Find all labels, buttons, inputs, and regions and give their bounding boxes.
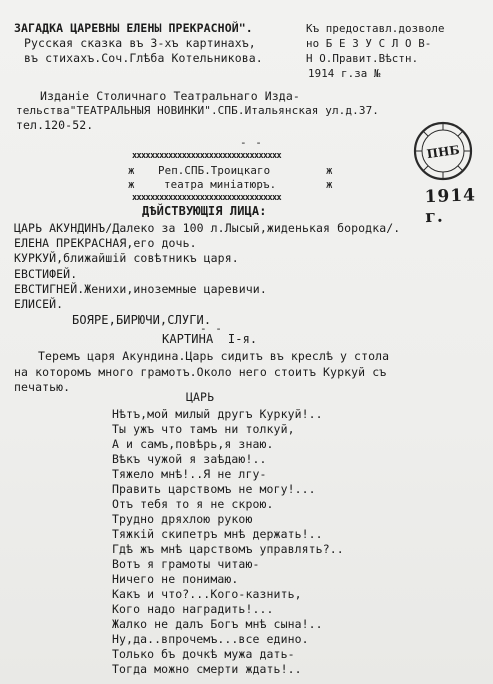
- repertoire-marker-left-2: ж: [128, 178, 135, 191]
- verse-line: Тяжкій скипетръ мнѣ держать!..: [112, 527, 323, 541]
- publisher-line-1: Изданіе Столичнаго Театральнаго Изда-: [40, 89, 300, 103]
- verse-line: Трудно дряхлою рукою: [112, 512, 253, 526]
- stamp-text: ПНБ: [425, 142, 461, 162]
- verse-line: Ну,да..впрочемъ...все едино.: [112, 632, 309, 646]
- cast-line: ЕЛЕНА ПРЕКРАСНАЯ,его дочь.: [14, 236, 197, 250]
- verse-line: Вѣкъ чужой я заѣдаю!..: [112, 452, 267, 466]
- separator-dashes: - -: [200, 322, 223, 335]
- verse-line: Какъ и что?...Кого-казнить,: [112, 587, 302, 601]
- speaker-name: ЦАРЬ: [186, 390, 215, 404]
- repertoire-marker-right-2: ж: [326, 178, 333, 191]
- repertoire-marker-left-1: ж: [128, 164, 135, 177]
- cast-line: ЕВСТИГНЕЙ.Женихи,иноземные царевичи.: [14, 282, 267, 296]
- verse-line: Гдѣ жъ мнѣ царствомъ управлять?..: [112, 542, 344, 556]
- stage-direction-line-1: Теремъ царя Акундина.Царь сидитъ въ креслѣ у стола: [38, 349, 390, 363]
- stage-direction-line-3: печатью.: [14, 380, 71, 394]
- censor-note-line-3: Н О.Правит.Вѣстн.: [306, 52, 419, 65]
- scene-heading: КАРТИНА І-я.: [162, 332, 258, 346]
- verse-line: Вотъ я грамоты читаю-: [112, 557, 260, 571]
- x-border-top: xxxxxxxxxxxxxxxxxxxxxxxxxxxxxxxxx: [132, 152, 282, 161]
- cast-line: КУРКУЙ,ближайшій совѣтникъ царя.: [14, 251, 239, 265]
- verse-line: Отъ тебя то я не скрою.: [112, 497, 274, 511]
- censor-note-line-2: но Б Е З У С Л О В-: [306, 37, 432, 50]
- cast-heading: ДѢЙСТВУЮЩІЯ ЛИЦА:: [142, 204, 267, 218]
- verse-line: Только бъ дочкѣ мужа дать-: [112, 647, 295, 661]
- repertoire-marker-right-1: ж: [326, 164, 333, 177]
- cast-line: ЕВСТИФЕЙ.: [14, 267, 78, 281]
- verse-line: Кого надо наградить!...: [112, 602, 274, 616]
- publisher-line-3: тел.120-52.: [16, 118, 94, 132]
- verse-line: Ничего не понимаю.: [112, 572, 239, 586]
- library-stamp: [412, 120, 474, 182]
- verse-line: А и самъ,повѣрь,я знаю.: [112, 437, 274, 451]
- play-subtitle: Русская сказка въ 3-хъ картинахъ,: [24, 36, 256, 50]
- play-title: ЗАГАДКА ЦАРЕВНЫ ЕЛЕНЫ ПРЕКРАСНОЙ".: [14, 21, 253, 35]
- cast-line: ЦАРЬ АКУНДИНЪ/Далеко за 100 л.Лысый,жиденькая бородка/.: [14, 221, 401, 235]
- repertoire-line-1: Реп.СПБ.Троицкаго: [158, 164, 271, 177]
- censor-note-line-1: Къ предоставл.дозволе: [306, 22, 445, 35]
- stage-direction-line-2: на которомъ много грамотъ.Около него стоитъ Куркуй съ: [14, 365, 387, 379]
- separator-dashes: - -: [240, 136, 263, 149]
- verse-line: Тяжело мнѣ!..Я не лгу-: [112, 467, 267, 481]
- verse-line: Нѣтъ,мой милый другъ Куркуй!..: [112, 407, 323, 421]
- publisher-line-2: тельства"ТЕАТРАЛЬНЫЯ НОВИНКИ".СПБ.Итальянская ул.д.37.: [16, 104, 380, 117]
- x-border-bottom: xxxxxxxxxxxxxxxxxxxxxxxxxxxxxxxxx: [132, 194, 282, 203]
- verse-line: Ты ужъ что тамъ ни толкуй,: [112, 422, 295, 436]
- verse-line: Жалко не далъ Богъ мнѣ сына!..: [112, 617, 323, 631]
- play-author: въ стихахъ.Соч.Глѣба Котельникова.: [24, 51, 263, 65]
- cast-line: ЕЛИСЕЙ.: [14, 297, 64, 311]
- repertoire-line-2: театра миніатюръ.: [164, 178, 277, 191]
- censor-note-line-4: 1914 г.за №: [308, 67, 381, 80]
- verse-line: Править царствомъ не могу!...: [112, 482, 316, 496]
- stamp-year: 1914 г.: [424, 185, 477, 228]
- cast-extras: БОЯРЕ,БИРЮЧИ,СЛУГИ.: [72, 313, 212, 327]
- verse-line: Тогда можно смерти ждать!..: [112, 662, 302, 676]
